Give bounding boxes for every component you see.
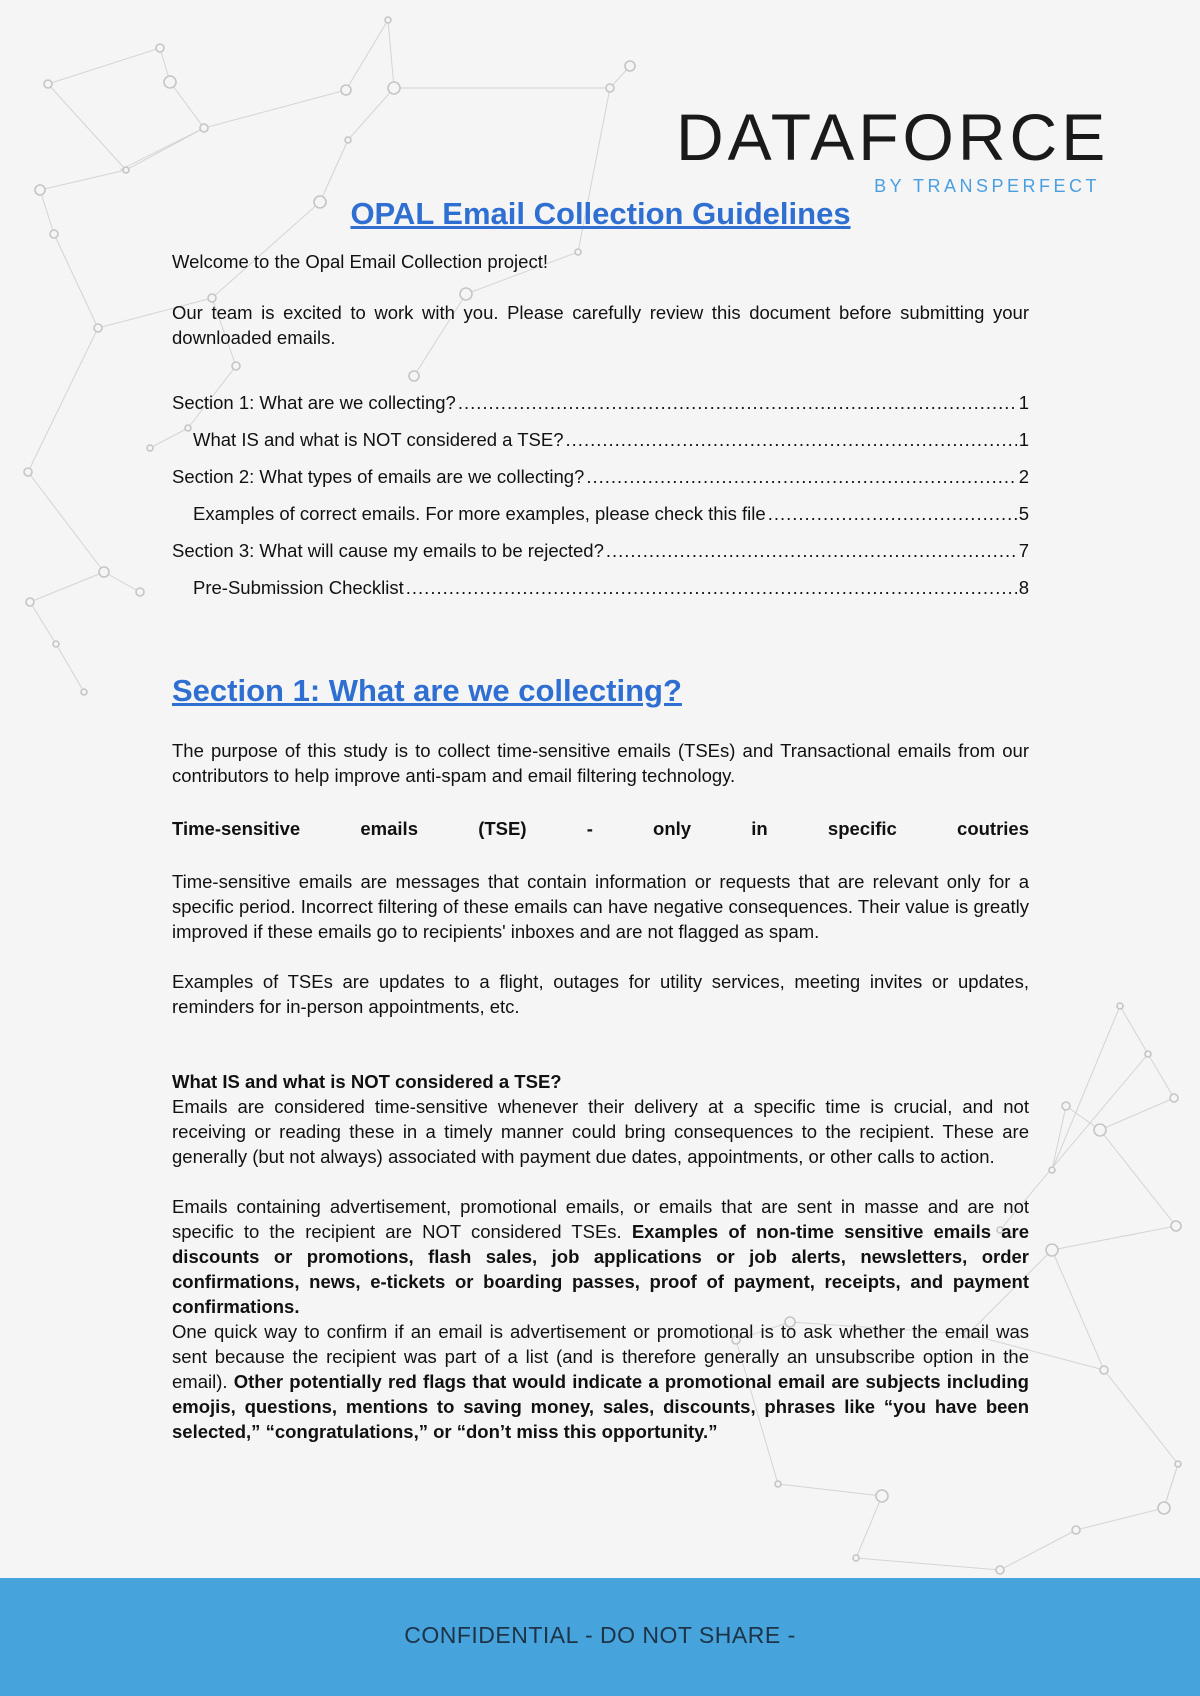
toc-leader-dots xyxy=(566,421,1017,458)
toc-entry-page: 7 xyxy=(1018,540,1029,561)
tse-subheading: Time-sensitive emails (TSE) - only in specific coutries xyxy=(172,818,1029,839)
document-body xyxy=(172,195,1029,1444)
confidential-notice: CONFIDENTIAL - DO NOT SHARE - xyxy=(404,1622,796,1648)
toc-entry[interactable] xyxy=(172,384,1029,421)
toc-entry[interactable] xyxy=(172,569,1029,606)
toc-leader-dots xyxy=(458,384,1017,421)
toc-leader-dots xyxy=(768,495,1017,532)
document-title: OPAL Email Collection Guidelines xyxy=(350,196,851,231)
toc-leader-dots xyxy=(606,532,1017,569)
toc-entry-page: 1 xyxy=(1018,429,1029,450)
toc-entry-label: Pre-Submission Checklist xyxy=(193,577,404,598)
toc-entry[interactable] xyxy=(172,532,1029,569)
not-tse-bold-text: Examples of non-time sensitive emails are discounts or promotions, flash sales, job applications or job alerts, newsletters, order confirmations, news, e-tickets or boarding passes, proof of payment, receipts, and payment confirmations. xyxy=(172,1221,1029,1317)
not-tse-paragraph xyxy=(172,1194,1029,1319)
logo-tagline: BY TRANSPERFECT xyxy=(874,176,1100,196)
toc-entry-page: 8 xyxy=(1018,577,1029,598)
table-of-contents xyxy=(172,384,1029,606)
toc-entry-page: 1 xyxy=(1018,392,1029,413)
footer-bar xyxy=(0,1578,1200,1696)
toc-entry-label: What IS and what is NOT considered a TSE? xyxy=(193,429,564,450)
toc-entry[interactable] xyxy=(172,458,1029,495)
toc-entry-label: Section 1: What are we collecting? xyxy=(172,392,456,413)
toc-leader-dots xyxy=(406,569,1017,606)
is-not-tse-heading: What IS and what is NOT considered a TSE? xyxy=(172,1071,562,1092)
toc-entry-page: 2 xyxy=(1018,466,1029,487)
toc-leader-dots xyxy=(586,458,1016,495)
confirm-promotional-paragraph xyxy=(172,1319,1029,1444)
tse-definition: Time-sensitive emails are messages that contain information or requests that are relevant only for a specific period. Incorrect filtering of these emails can have negative consequences. Their value is greatly improved if these emails go to recipients' inboxes and are not flagged as spam. xyxy=(172,871,1029,942)
section-1-purpose: The purpose of this study is to collect time-sensitive emails (TSEs) and Transactional emails from our contributors to help improve anti-spam and email filtering technology. xyxy=(172,740,1029,786)
is-not-tse-body: Emails are considered time-sensitive whenever their delivery at a specific time is crucial, and not receiving or reading these in a timely manner could bring consequences to the recipient. These are generally (but not always) associated with payment due dates, appointments, or other calls to action. xyxy=(172,1096,1029,1167)
tse-examples: Examples of TSEs are updates to a flight, outages for utility services, meeting invites or updates, reminders for in-person appointments, etc. xyxy=(172,971,1029,1017)
not-tse-plain-text: Emails containing advertisement, promotional emails, or emails that are sent in masse and are not specific to the recipient are NOT considered TSEs. xyxy=(172,1196,1029,1242)
logo-wordmark: DATAFORCE xyxy=(676,100,1110,174)
toc-entry-label: Examples of correct emails. For more examples, please check this file xyxy=(193,503,766,524)
intro-welcome: Welcome to the Opal Email Collection project! xyxy=(172,251,548,272)
toc-entry-label: Section 3: What will cause my emails to be rejected? xyxy=(172,540,604,561)
confirm-plain-text: One quick way to confirm if an email is advertisement or promotional is to ask whether the email was sent because the recipient was part of a list (and is therefore generally an unsubscribe option in the email). xyxy=(172,1321,1029,1392)
confirm-bold-text: Other potentially red flags that would indicate a promotional email are subjects including emojis, questions, mentions to saving money, sales, discounts, phrases like “you have been selected,” “congratulations,” or “don’t miss this opportunity.” xyxy=(172,1371,1029,1442)
dataforce-logo xyxy=(676,100,1110,200)
toc-entry-page: 5 xyxy=(1018,503,1029,524)
toc-entry-label: Section 2: What types of emails are we collecting? xyxy=(172,466,585,487)
toc-entry[interactable] xyxy=(172,421,1029,458)
section-1-heading: Section 1: What are we collecting? xyxy=(172,673,682,708)
intro-review: Our team is excited to work with you. Please carefully review this document before submitting your downloaded emails. xyxy=(172,302,1029,348)
toc-entry[interactable] xyxy=(172,495,1029,532)
